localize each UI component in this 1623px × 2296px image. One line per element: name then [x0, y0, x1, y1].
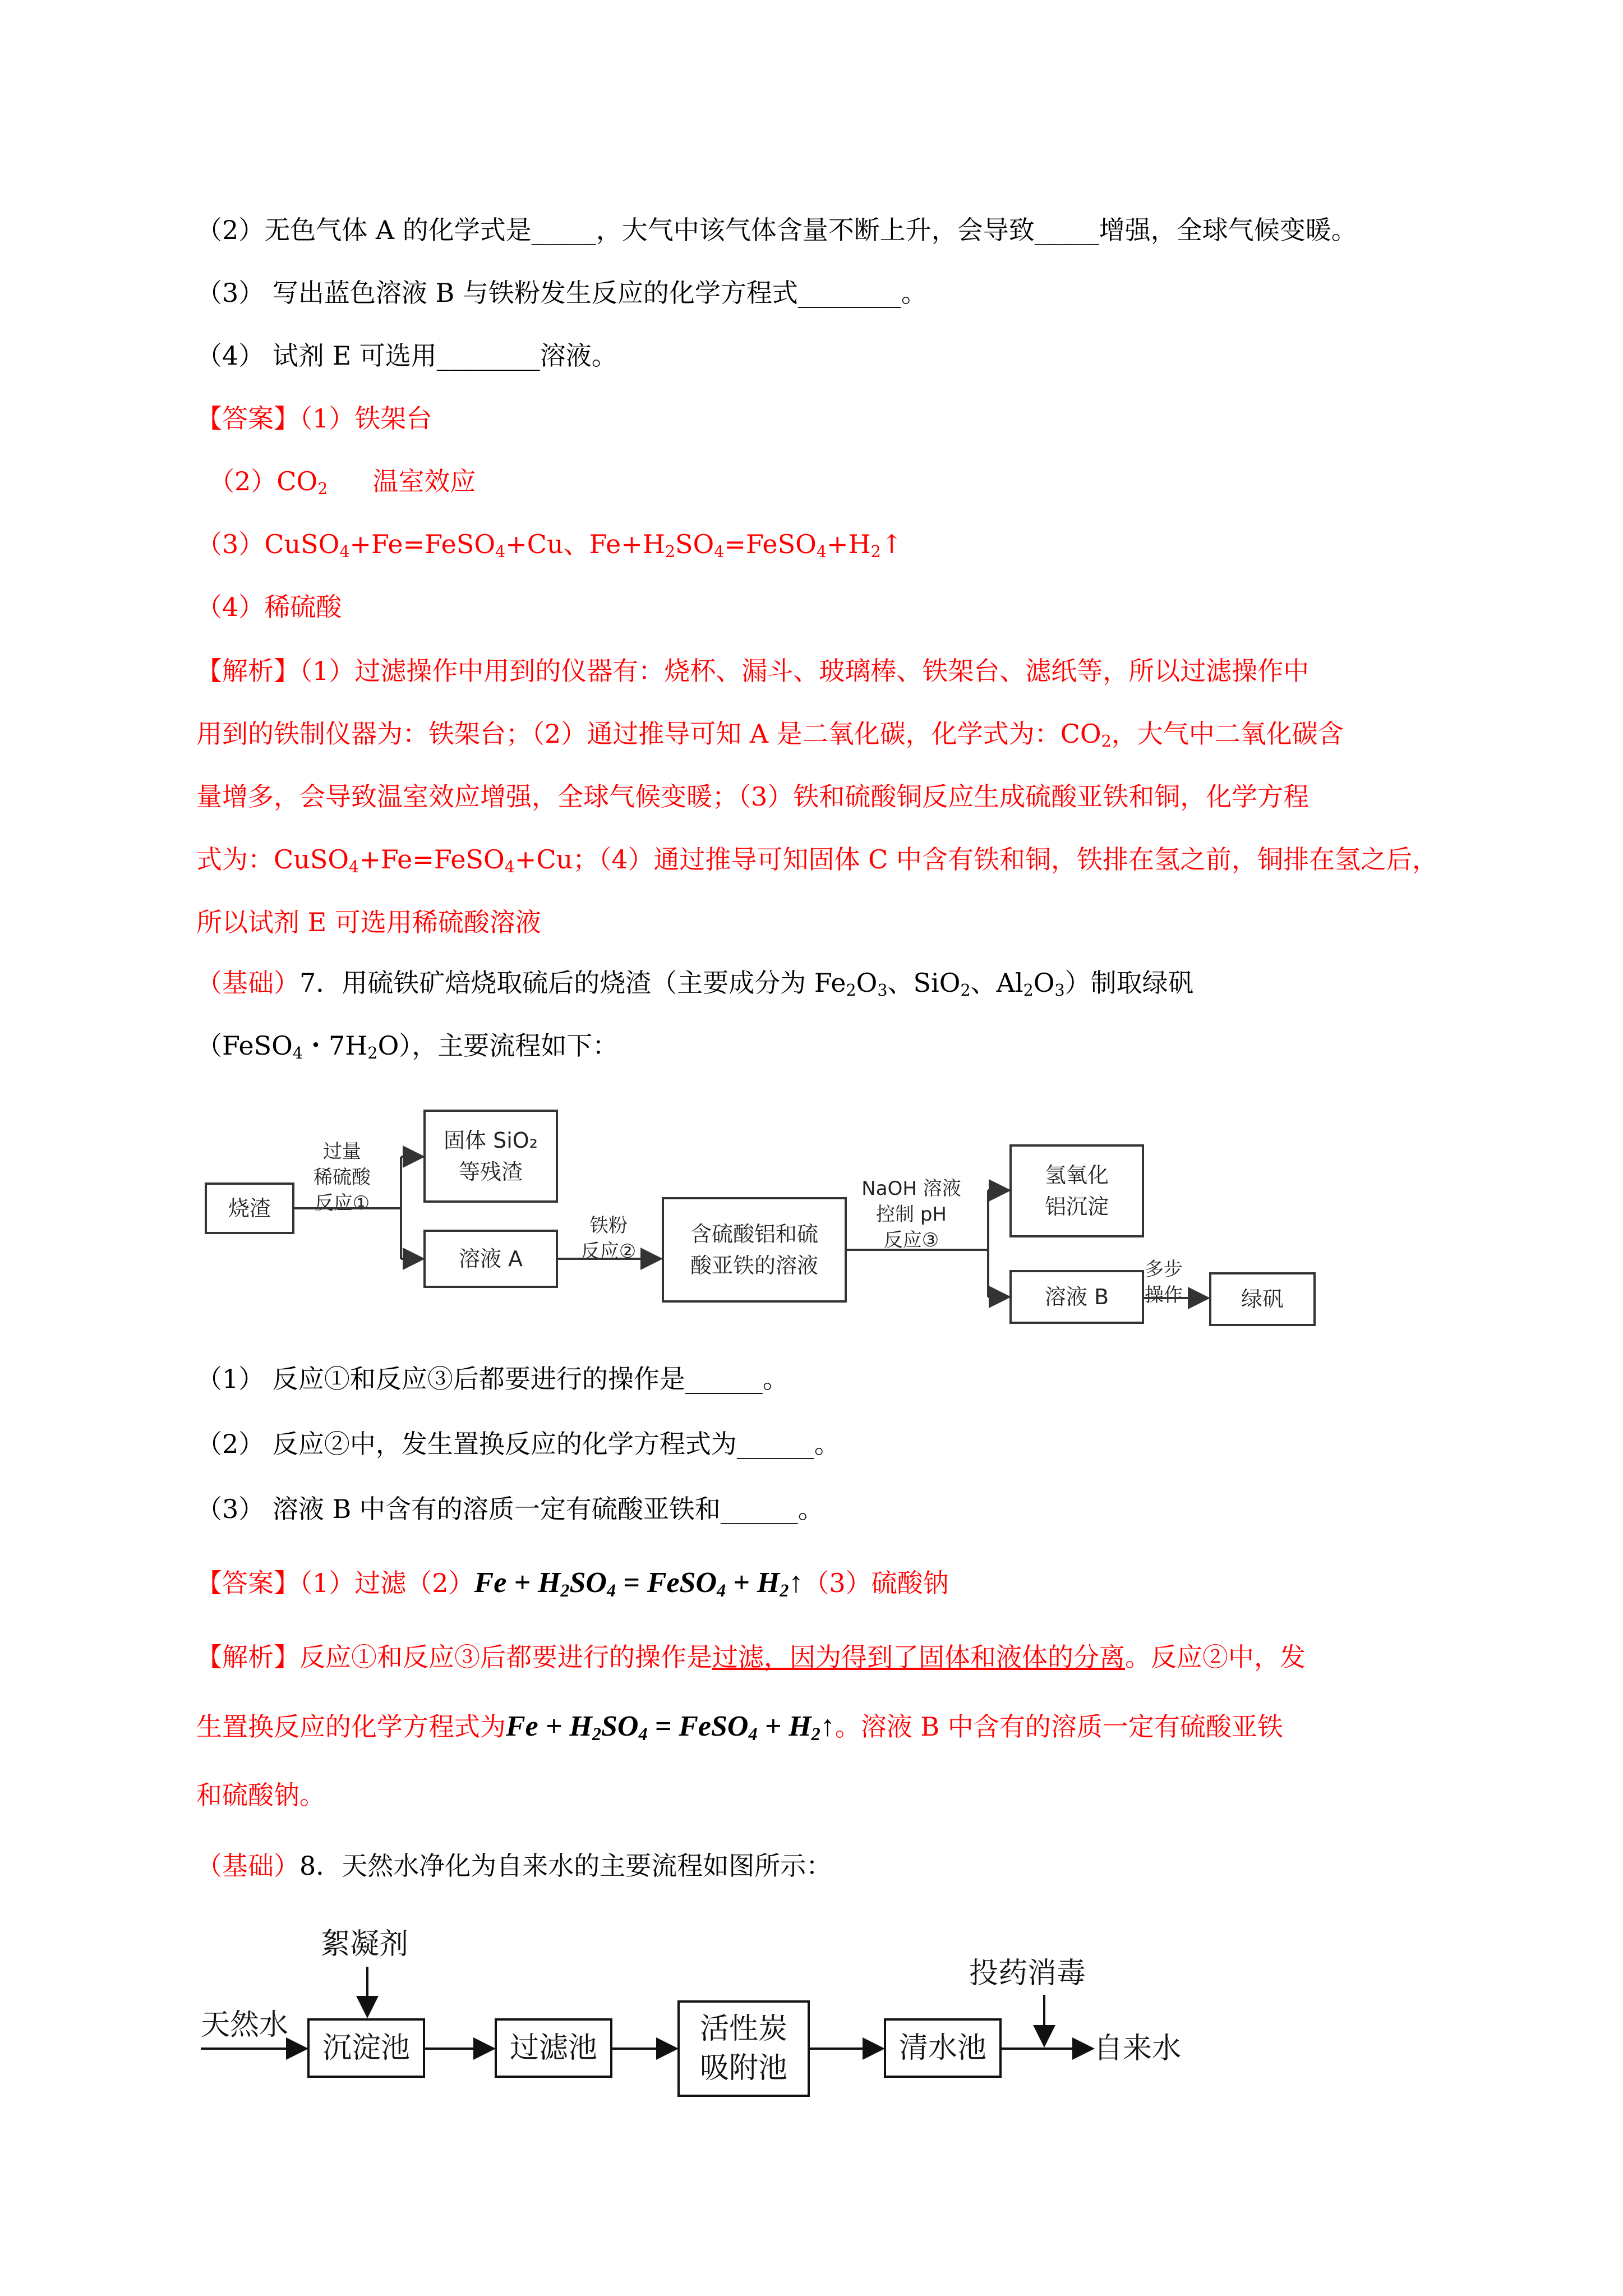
q7-analysis-3: 和硫酸钠。	[196, 1780, 325, 1810]
box-activated-carbon-tank: 活性炭 吸附池	[677, 2000, 810, 2097]
box-aluminum-hydroxide: 氢氧化 铝沉淀	[1009, 1144, 1144, 1237]
label-disinfection: 投药消毒	[969, 1957, 1086, 1990]
blank[interactable]: _____	[1034, 215, 1099, 245]
q6-sub2-text: ，大气中该气体含量不断上升，会导致	[596, 215, 1035, 245]
q7-sub1: （1） 反应①和反应③后都要进行的操作是______。	[196, 1364, 789, 1394]
label-tap-water: 自来水	[1094, 2032, 1182, 2065]
answer-tag: 【答案】	[196, 403, 299, 434]
label-natural-water: 天然水	[201, 2008, 289, 2042]
q6-analysis-2: 用到的铁制仪器为：铁架台；（2）通过推导可知 A 是二氧化碳，化学式为：$CO_2$，大气中二氧化碳含	[196, 719, 1344, 751]
box-solid-residue: 固体 SiO₂ 等残渣	[423, 1110, 558, 1203]
box-sedimentation-tank: 沉淀池	[307, 2018, 425, 2078]
box-shaozha: 烧渣	[205, 1182, 294, 1234]
q6-analysis-5: 所以试剂 E 可选用稀硫酸溶液	[196, 907, 541, 937]
analysis-tag: 【解析】	[196, 656, 299, 686]
q7-analysis-2: 生置换反应的化学方程式为$Fe + H_2SO_4$ = FeSO$_4$ + $H_2↑$。溶液 B 中含有的溶质一定有硫酸亚铁	[196, 1710, 1283, 1745]
box-solution-a: 溶液 A	[423, 1230, 558, 1288]
blank[interactable]: _____	[531, 215, 596, 245]
level-tag: （基础）	[196, 968, 299, 998]
level-tag: （基础）	[196, 1851, 299, 1881]
answer-text: （1）过滤（2）	[299, 1568, 474, 1598]
answer-text: （3）硫酸钠	[803, 1568, 949, 1598]
q6-analysis-4: 式为：CuSO$_4$+Fe=FeSO$_4$+Cu；（4）通过推导可知固体 C 中含有铁和铜，铁排在氢之前，铜排在氢之后，	[196, 844, 1438, 877]
q6-sub2-text: 增强，全球气候变暖。	[1099, 215, 1357, 245]
q8-stem: （基础）8．天然水净化为自来水的主要流程如图所示：	[196, 1851, 832, 1881]
analysis-text: （1）过滤操作中用到的仪器有：烧杯、漏斗、玻璃棒、铁架台、滤纸等，所以过滤操作中	[299, 656, 1310, 686]
box-green-vitriol: 绿矾	[1209, 1272, 1316, 1326]
box-mixed-solution: 含硫酸铝和硫 酸亚铁的溶液	[662, 1197, 847, 1303]
underlined-text: 过滤，因为得到了固体和液体的分离	[712, 1642, 1125, 1672]
answer-tag: 【答案】	[196, 1568, 299, 1598]
label-multi-step: 多步 操作	[1145, 1258, 1183, 1306]
label-dilute-acid: 过量 稀硫酸 反应①	[313, 1140, 371, 1214]
box-filter-tank: 过滤池	[495, 2018, 612, 2078]
label-iron-powder: 铁粉 反应②	[580, 1214, 637, 1263]
q7-analysis-1: 【解析】反应①和反应③后都要进行的操作是过滤，因为得到了固体和液体的分离。反应②中，发	[196, 1642, 1306, 1672]
q6-answer-3: （3）CuSO$_4$+Fe=FeSO$_4$+Cu、$Fe+H_2SO_4=FeSO_4+H_2↑$	[196, 529, 903, 562]
answer-text: （1）铁架台	[299, 403, 432, 434]
q7-sub3: （3） 溶液 B 中含有的溶质一定有硫酸亚铁和______。	[196, 1494, 824, 1524]
equation: $Fe + H_2SO_4$ = FeSO$_4$ + $H_2↑$	[506, 1710, 835, 1745]
answer-text: 温室效应	[372, 466, 476, 496]
q7-stem-2: （FeSO$_4$・$7H_2O$），主要流程如下：	[196, 1030, 619, 1063]
q6-analysis-3: 量增多，会导致温室效应增强，全球气候变暖；（3）铁和硫酸铜反应生成硫酸亚铁和铜，化学方程	[196, 781, 1310, 812]
analysis-tag: 【解析】	[196, 1642, 299, 1672]
answer-text: （2）CO	[209, 466, 318, 496]
equation: $Fe + H_2SO_4$ = FeSO$_4$ + $H_2↑$	[474, 1567, 804, 1601]
box-clear-water-tank: 清水池	[884, 2018, 1002, 2078]
q7-stem-1: （基础）7．用硫铁矿焙烧取硫后的烧渣（主要成分为 $Fe_2O_3$、SiO$_2$、$Al_2O_3$）制取绿矾	[196, 968, 1194, 1000]
box-solution-b: 溶液 B	[1009, 1270, 1144, 1324]
q7-sub2: （2） 反应②中，发生置换反应的化学方程式为______。	[196, 1429, 840, 1459]
subscript: 2	[317, 480, 328, 499]
q6-sub4: （4） 试剂 E 可选用________溶液。	[196, 341, 617, 371]
q6-sub3: （3） 写出蓝色溶液 B 与铁粉发生反应的化学方程式________。	[196, 278, 927, 308]
label-naoh: NaOH 溶液 控制 pH 反应③	[861, 1177, 961, 1251]
label-flocculant: 絮凝剂	[321, 1927, 409, 1961]
q6-sub2-text: （2）无色气体 A 的化学式是	[196, 215, 532, 245]
q6-answer-4: （4）稀硫酸	[196, 592, 342, 622]
